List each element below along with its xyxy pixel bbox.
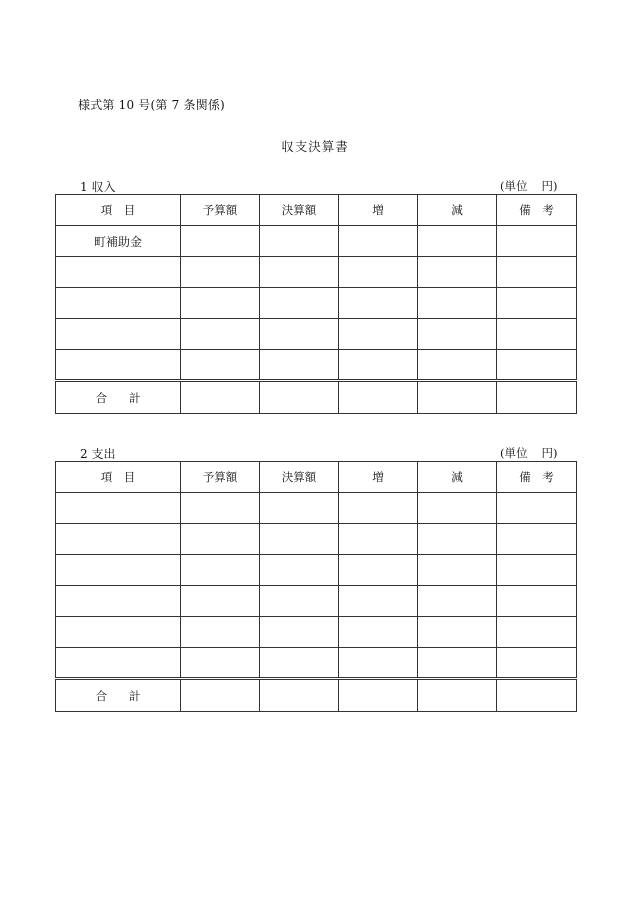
- cell-remarks[interactable]: [497, 524, 577, 555]
- total-budget[interactable]: [181, 679, 260, 712]
- total-decrease[interactable]: [418, 679, 497, 712]
- table-row: [56, 288, 577, 319]
- expenditure-header-row: [56, 462, 577, 493]
- column-header-budget: 予算額: [181, 195, 260, 226]
- cell-remarks[interactable]: [497, 288, 577, 319]
- column-header-decrease: 減: [418, 462, 497, 493]
- table-row: [56, 648, 577, 679]
- cell-settled[interactable]: [260, 350, 339, 381]
- cell-settled[interactable]: [260, 586, 339, 617]
- cell-budget[interactable]: [181, 288, 260, 319]
- total-row: [56, 381, 577, 414]
- total-increase[interactable]: [339, 679, 418, 712]
- table-row: [56, 493, 577, 524]
- column-header-increase: 増: [339, 462, 418, 493]
- expenditure-unit: (単位 円): [500, 446, 558, 460]
- cell-settled[interactable]: [260, 617, 339, 648]
- cell-item[interactable]: [56, 288, 181, 319]
- cell-decrease[interactable]: [418, 648, 497, 679]
- cell-item[interactable]: [56, 586, 181, 617]
- total-settled[interactable]: [260, 679, 339, 712]
- cell-item[interactable]: [56, 257, 181, 288]
- cell-item[interactable]: 町補助金: [56, 226, 181, 257]
- cell-item[interactable]: [56, 524, 181, 555]
- table-row: [56, 586, 577, 617]
- column-header-item: 項 目: [56, 195, 181, 226]
- cell-item[interactable]: [56, 493, 181, 524]
- cell-settled[interactable]: [260, 288, 339, 319]
- cell-increase[interactable]: [339, 226, 418, 257]
- cell-settled[interactable]: [260, 319, 339, 350]
- cell-decrease[interactable]: [418, 226, 497, 257]
- cell-decrease[interactable]: [418, 617, 497, 648]
- cell-budget[interactable]: [181, 226, 260, 257]
- cell-remarks[interactable]: [497, 350, 577, 381]
- cell-item[interactable]: [56, 648, 181, 679]
- column-header-remarks: 備 考: [497, 195, 577, 226]
- table-row: [56, 555, 577, 586]
- cell-decrease[interactable]: [418, 257, 497, 288]
- total-settled[interactable]: [260, 381, 339, 414]
- cell-increase[interactable]: [339, 288, 418, 319]
- cell-budget[interactable]: [181, 350, 260, 381]
- cell-settled[interactable]: [260, 648, 339, 679]
- cell-budget[interactable]: [181, 648, 260, 679]
- table-row: [56, 617, 577, 648]
- income-unit: (単位 円): [500, 179, 558, 193]
- cell-remarks[interactable]: [497, 555, 577, 586]
- column-header-remarks: 備 考: [497, 462, 577, 493]
- total-decrease[interactable]: [418, 381, 497, 414]
- cell-decrease[interactable]: [418, 319, 497, 350]
- cell-decrease[interactable]: [418, 555, 497, 586]
- cell-budget[interactable]: [181, 493, 260, 524]
- cell-decrease[interactable]: [418, 493, 497, 524]
- cell-settled[interactable]: [260, 524, 339, 555]
- cell-increase[interactable]: [339, 648, 418, 679]
- cell-increase[interactable]: [339, 257, 418, 288]
- cell-decrease[interactable]: [418, 350, 497, 381]
- income-header-row: [56, 195, 577, 226]
- cell-increase[interactable]: [339, 524, 418, 555]
- total-row: [56, 679, 577, 712]
- cell-decrease[interactable]: [418, 524, 497, 555]
- cell-settled[interactable]: [260, 555, 339, 586]
- cell-remarks[interactable]: [497, 226, 577, 257]
- document-title: 収支決算書: [281, 139, 349, 154]
- cell-item[interactable]: [56, 617, 181, 648]
- cell-budget[interactable]: [181, 257, 260, 288]
- cell-increase[interactable]: [339, 555, 418, 586]
- column-header-budget: 予算額: [181, 462, 260, 493]
- cell-remarks[interactable]: [497, 586, 577, 617]
- cell-budget[interactable]: [181, 617, 260, 648]
- cell-remarks[interactable]: [497, 319, 577, 350]
- cell-budget[interactable]: [181, 555, 260, 586]
- total-label: 合計: [56, 381, 181, 414]
- cell-item[interactable]: [56, 555, 181, 586]
- cell-budget[interactable]: [181, 524, 260, 555]
- cell-item[interactable]: [56, 319, 181, 350]
- table-row: [56, 319, 577, 350]
- table-row: [56, 257, 577, 288]
- column-header-decrease: 減: [418, 195, 497, 226]
- income-table: [55, 194, 577, 414]
- cell-budget[interactable]: [181, 586, 260, 617]
- cell-decrease[interactable]: [418, 586, 497, 617]
- column-header-increase: 増: [339, 195, 418, 226]
- column-header-item: 項 目: [56, 462, 181, 493]
- expenditure-heading: 2 支出: [80, 447, 116, 461]
- cell-increase[interactable]: [339, 493, 418, 524]
- table-row: [56, 226, 577, 257]
- column-header-settled: 決算額: [260, 462, 339, 493]
- total-increase[interactable]: [339, 381, 418, 414]
- table-row: [56, 524, 577, 555]
- column-header-settled: 決算額: [260, 195, 339, 226]
- cell-budget[interactable]: [181, 319, 260, 350]
- table-row: [56, 350, 577, 381]
- total-remarks[interactable]: [497, 679, 577, 712]
- total-budget[interactable]: [181, 381, 260, 414]
- cell-remarks[interactable]: [497, 493, 577, 524]
- cell-remarks[interactable]: [497, 617, 577, 648]
- expenditure-table: [55, 461, 577, 712]
- cell-increase[interactable]: [339, 617, 418, 648]
- total-label: 合計: [56, 679, 181, 712]
- form-number: 様式第 10 号(第 7 条関係): [78, 98, 225, 112]
- cell-settled[interactable]: [260, 493, 339, 524]
- cell-item[interactable]: [56, 350, 181, 381]
- cell-increase[interactable]: [339, 586, 418, 617]
- income-heading: 1 収入: [80, 180, 116, 194]
- cell-settled[interactable]: [260, 226, 339, 257]
- cell-remarks[interactable]: [497, 257, 577, 288]
- cell-remarks[interactable]: [497, 648, 577, 679]
- cell-increase[interactable]: [339, 350, 418, 381]
- total-remarks[interactable]: [497, 381, 577, 414]
- cell-decrease[interactable]: [418, 288, 497, 319]
- cell-settled[interactable]: [260, 257, 339, 288]
- cell-increase[interactable]: [339, 319, 418, 350]
